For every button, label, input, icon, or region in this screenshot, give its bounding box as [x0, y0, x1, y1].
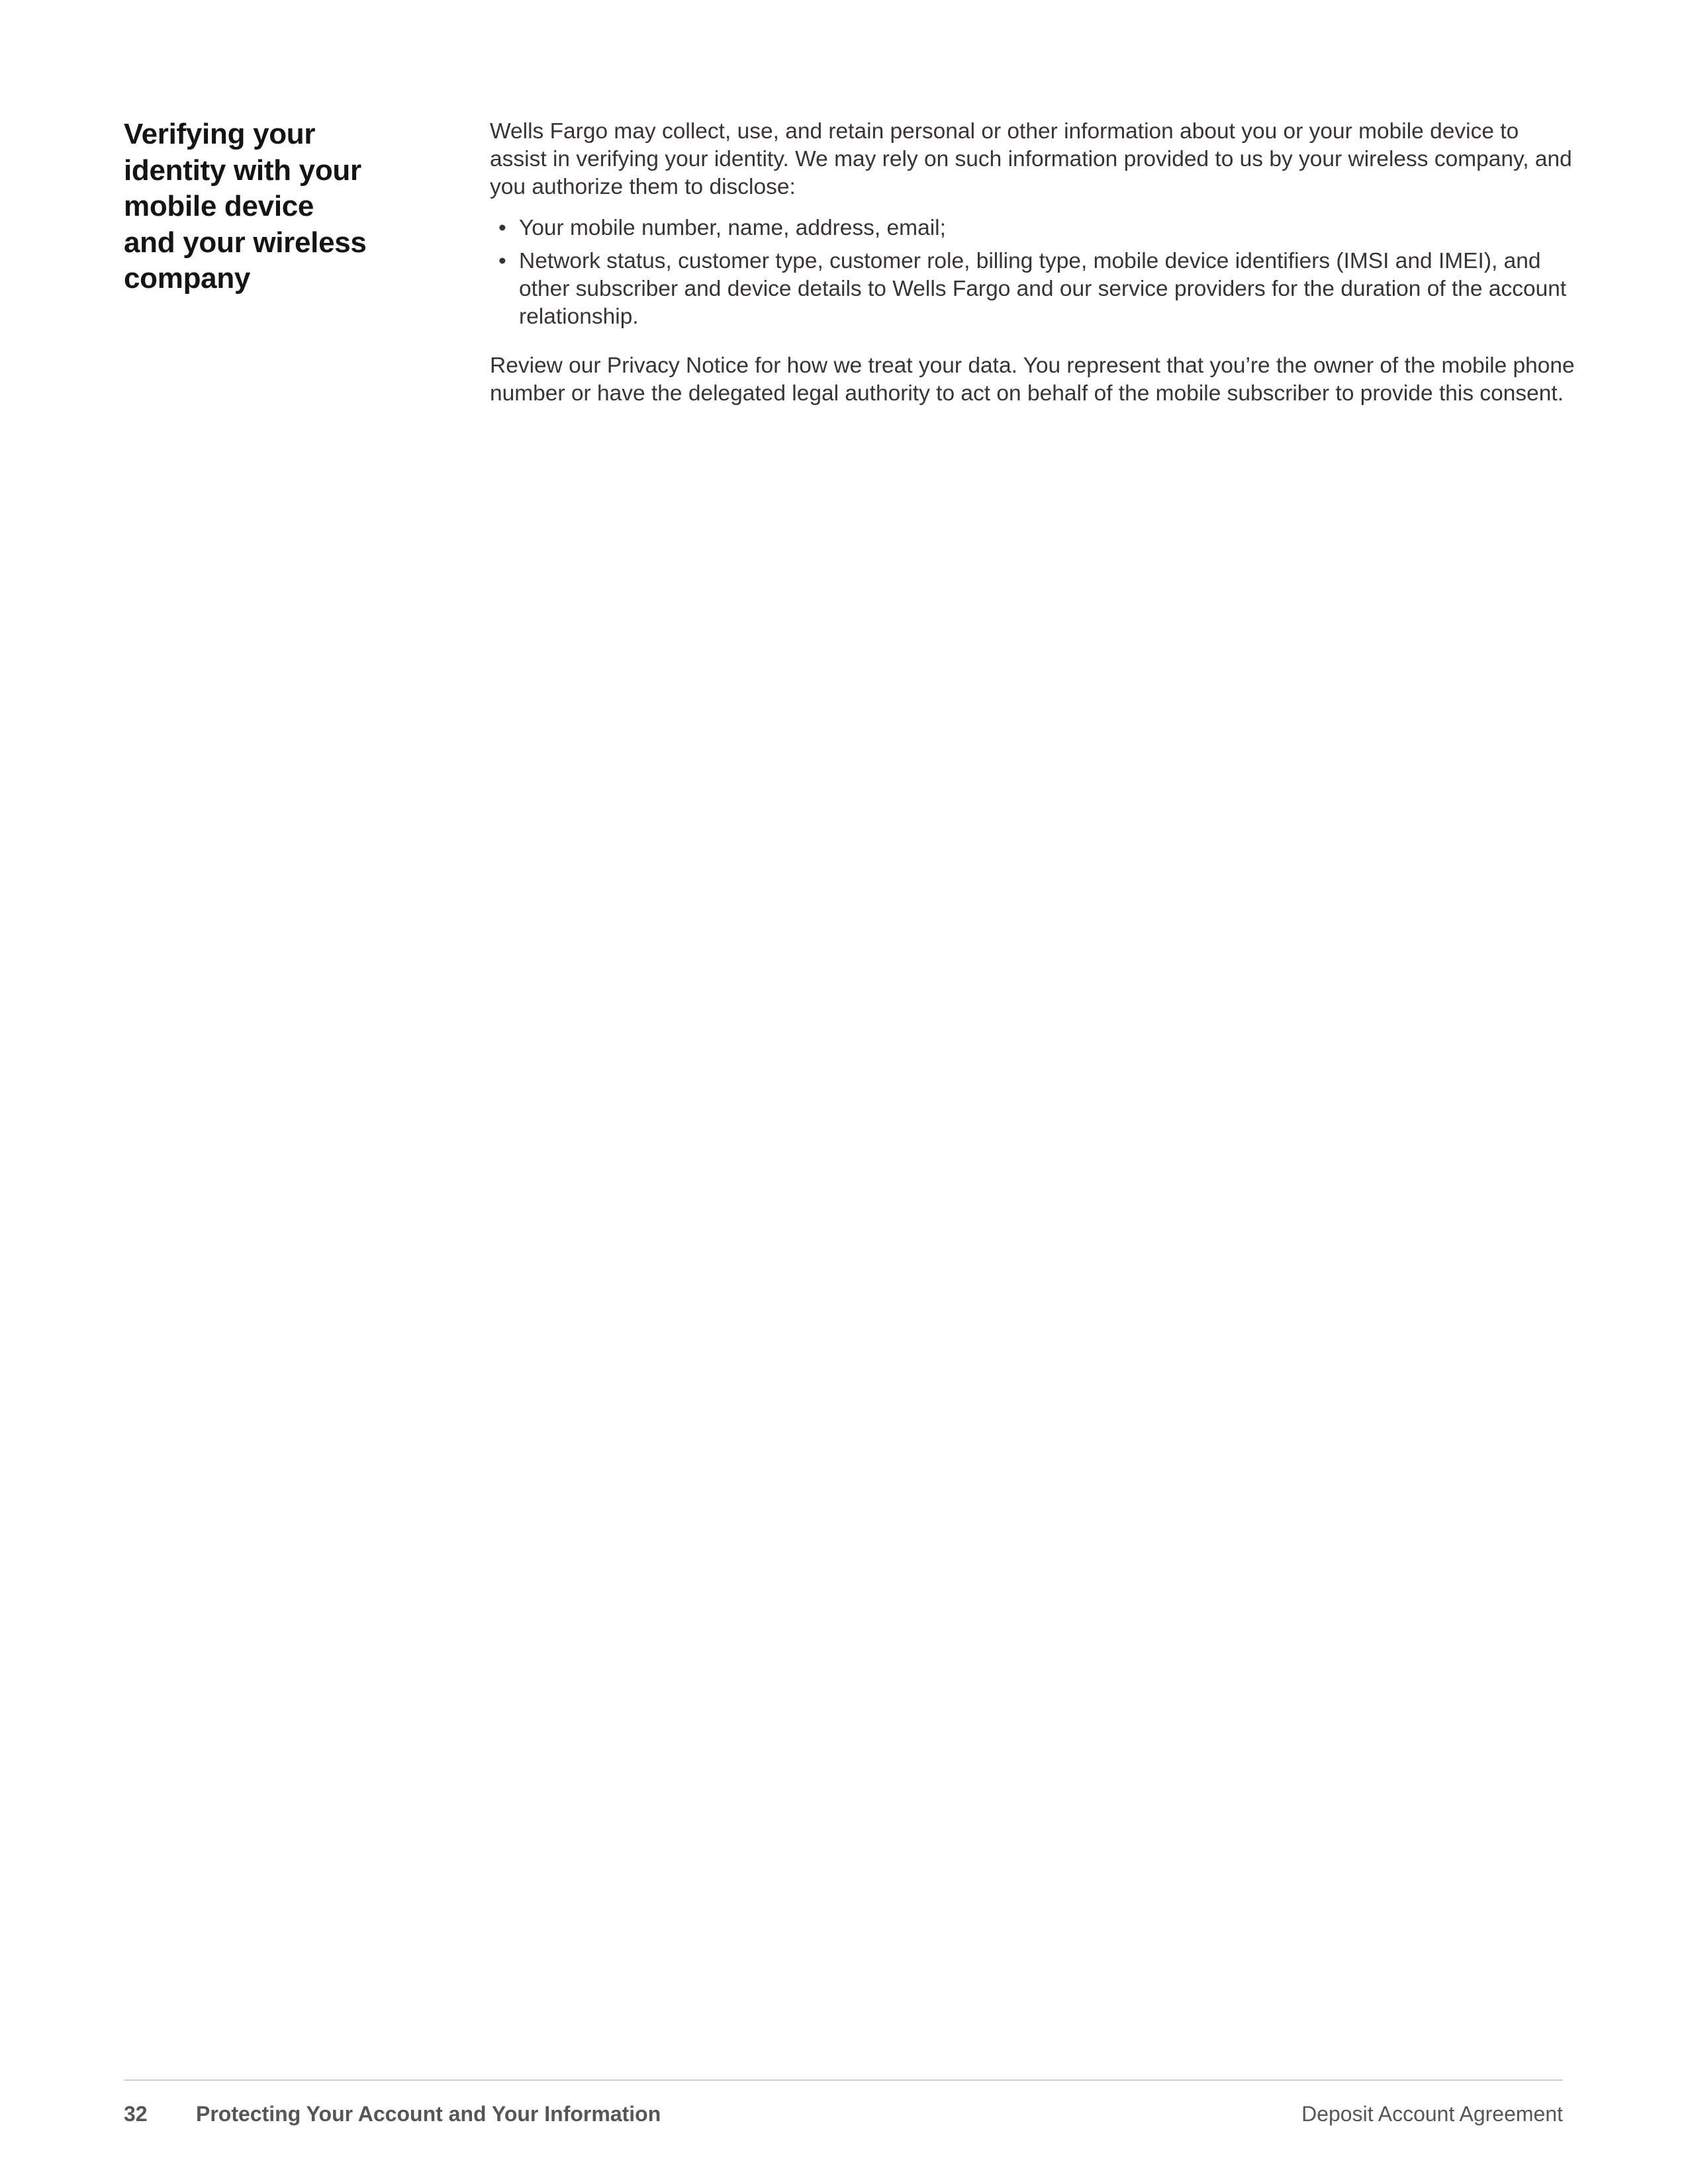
list-item-text: Your mobile number, name, address, email;	[519, 216, 946, 240]
list-item-text: Network status, customer type, customer role, billing type, mobile device identifiers (IMSI and IMEI), and other subscriber and device details to Wells Fargo and our service providers for the duration of the account relationship.	[519, 249, 1567, 329]
bullet-icon: •	[498, 216, 506, 240]
bullet-icon: •	[498, 249, 506, 273]
disclosure-list	[490, 214, 1575, 331]
section-heading: Verifying your identity with your mobile device and your wireless company	[124, 118, 367, 295]
section-body	[490, 118, 1575, 408]
footer-divider	[124, 2079, 1563, 2081]
list-item	[490, 214, 1575, 242]
list-item	[490, 248, 1575, 331]
page-number: 32	[124, 2102, 148, 2126]
closing-paragraph: Review our Privacy Notice for how we treat your data. You represent that you’re the owner of the mobile phone number or have the delegated legal authority to act on behalf of the mobile subscriber to provide this consent.	[490, 353, 1575, 406]
footer-section-name: Protecting Your Account and Your Information	[196, 2102, 661, 2126]
footer-document-title: Deposit Account Agreement	[1301, 2102, 1563, 2126]
intro-paragraph: Wells Fargo may collect, use, and retain personal or other information about you or your mobile device to assist in verifying your identity. We may rely on such information provided to us by your wireless company, and you authorize them to disclose:	[490, 119, 1572, 199]
page-footer	[124, 2099, 1563, 2132]
